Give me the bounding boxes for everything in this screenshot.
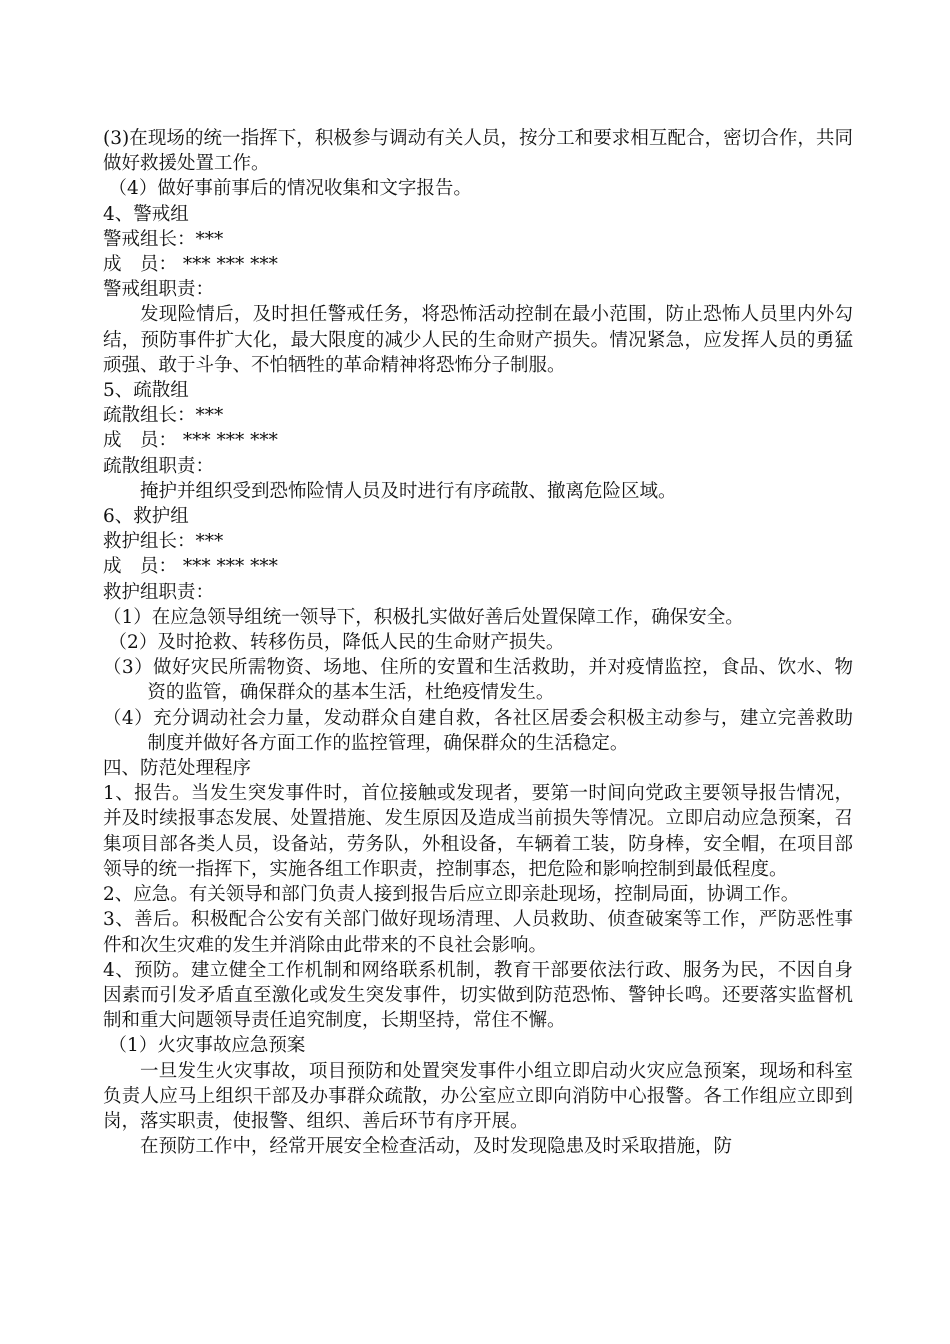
paragraph: 3、善后。积极配合公安有关部门做好现场清理、人员救助、侦查破案等工作，严防恶性事件和次生灾难的发生并消除由此带来的不良社会影响。 (103, 909, 853, 956)
section-heading: （1）火灾事故应急预案 (108, 1035, 306, 1057)
section-heading: 6、救护组 (103, 506, 189, 528)
paragraph: 疏散组长：*** (103, 405, 224, 427)
paragraph: （1）在应急领导组统一领导下，积极扎实做好善后处置保障工作，确保安全。 (103, 606, 744, 628)
paragraph: 2、应急。有关领导和部门负责人接到报告后应立即亲赴现场，控制局面，协调工作。 (103, 884, 800, 906)
paragraph: 救护组长：*** (103, 531, 224, 553)
paragraph: 成 员： *** *** *** (103, 254, 278, 276)
paragraph: 警戒组长：*** (103, 228, 224, 250)
section-heading: 5、疏散组 (103, 380, 189, 402)
paragraph: 在预防工作中，经常开展安全检查活动，及时发现隐患及时采取措施，防 (140, 1136, 733, 1158)
document-body (103, 126, 853, 1159)
paragraph: （4）充分调动社会力量，发动群众自建自救，各社区居委会积极主动参与，建立完善救助制度并做好各方面工作的监控管理，确保群众的生活稳定。 (103, 707, 853, 754)
paragraph: 成 员： *** *** *** (103, 556, 278, 578)
paragraph: 4、预防。建立健全工作机制和网络联系机制，教育干部要依法行政、服务为民，不因自身因素而引发矛盾直至激化或发生突发事件，切实做到防范恐怖、警钟长鸣。还要落实监督机制和重大问题领导责任追究制度，长期坚持，常住不懈。 (103, 959, 853, 1032)
paragraph: 发现险情后，及时担任警戒任务，将恐怖活动控制在最小范围，防止恐怖人员里内外勾结，预防事件扩大化，最大限度的减少人民的生命财产损失。情况紧急，应发挥人员的勇猛顽强、敢于斗争、不怕牺牲的革命精神将恐怖分子制服。 (103, 304, 853, 376)
paragraph: 1、报告。当发生突发事件时，首位接触或发现者，要第一时间向党政主要领导报告情况，并及时续报事态发展、处置措施、发生原因及造成当前损失等情况。立即启动应急预案，召集项目部各类人员，设备站，劳务队，外租设备，车辆着工装，防身棒，安全帽，在项目部领导的统一指挥下，实施各组工作职责，控制事态，把危险和影响控制到最低程度。 (103, 783, 853, 880)
paragraph: 一旦发生火灾事故，项目预防和处置突发事件小组立即启动火灾应急预案，现场和科室负责人应马上组织干部及办事群众疏散，办公室应立即向消防中心报警。各工作组应立即到岗，落实职责，使报警、组织、善后环节有序开展。 (103, 1060, 853, 1132)
paragraph: （4）做好事前事后的情况收集和文字报告。 (108, 178, 472, 200)
paragraph: （2）及时抢救、转移伤员，降低人民的生命财产损失。 (108, 632, 565, 654)
paragraph: 成 员： *** *** *** (103, 430, 278, 452)
paragraph: 掩护并组织受到恐怖险情人员及时进行有序疏散、撤离危险区域。 (140, 480, 677, 502)
section-heading: 4、警戒组 (103, 203, 189, 225)
paragraph: (3)在现场的统一指挥下，积极参与调动有关人员，按分工和要求相互配合，密切合作，共同做好救援处置工作。 (103, 128, 853, 175)
paragraph: 警戒组职责： (103, 279, 215, 301)
section-heading: 四、防范处理程序 (103, 758, 252, 780)
paragraph: （3）做好灾民所需物资、场地、住所的安置和生活救助，并对疫情监控，食品、饮水、物资的监管，确保群众的基本生活，杜绝疫情发生。 (103, 657, 853, 704)
paragraph: 救护组职责： (103, 581, 215, 603)
paragraph: 疏散组职责： (103, 455, 215, 477)
